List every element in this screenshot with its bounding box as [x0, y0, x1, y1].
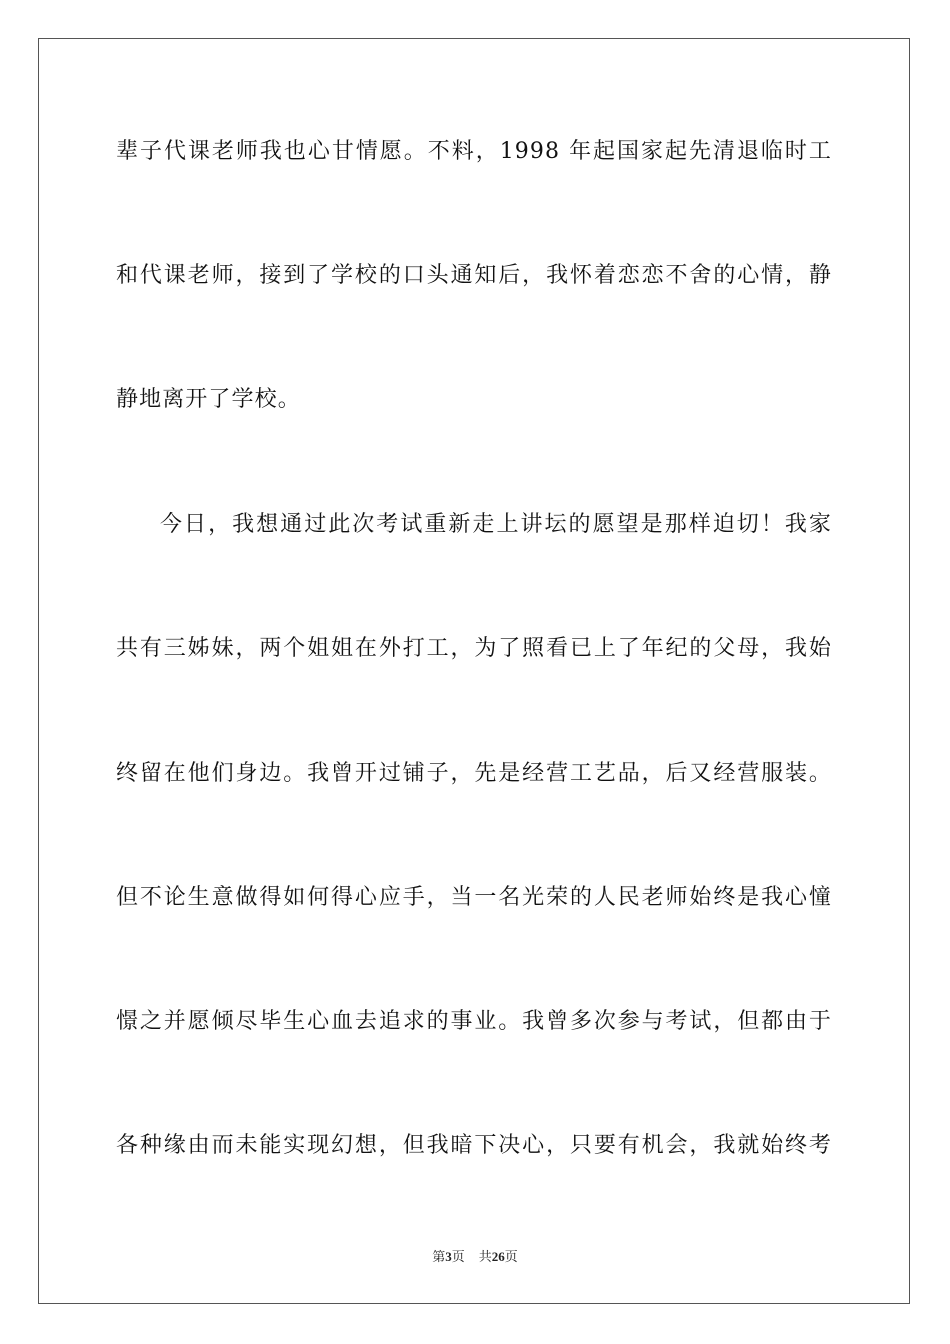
total-suffix: 页 — [504, 1249, 518, 1264]
text-line-5: 共有三姊妹，两个姐姐在外打工，为了照看已上了年纪的父母，我始 — [116, 636, 832, 661]
text-line-4-paragraph-start: 今日，我想通过此次考试重新走上讲坛的愿望是那样迫切！我家 — [160, 512, 832, 537]
page-suffix: 页 — [451, 1249, 465, 1264]
total-prefix: 共 — [478, 1249, 492, 1264]
text-line-7: 但不论生意做得如何得心应手，当一名光荣的人民老师始终是我心憧 — [116, 885, 832, 910]
page-prefix: 第 — [432, 1249, 446, 1264]
text-line-9: 各种缘由而未能实现幻想，但我暗下决心，只要有机会，我就始终考 — [116, 1133, 832, 1158]
text-line-6: 终留在他们身边。我曾开过铺子，先是经营工艺品，后又经营服装。 — [116, 761, 832, 786]
page-number: 3 — [445, 1249, 452, 1264]
text-line-1: 辈子代课老师我也心甘情愿。不料，1998 年起国家起先清退临时工 — [116, 139, 832, 164]
page-border — [38, 38, 910, 1304]
text-line-2: 和代课老师，接到了学校的口头通知后，我怀着恋恋不舍的心情，静 — [116, 263, 832, 288]
page-footer — [0, 1248, 950, 1266]
text-line-8: 憬之并愿倾尽毕生心血去追求的事业。我曾多次参与考试，但都由于 — [116, 1009, 832, 1034]
total-pages: 26 — [491, 1249, 505, 1264]
text-line-3: 静地离开了学校。 — [116, 387, 301, 412]
